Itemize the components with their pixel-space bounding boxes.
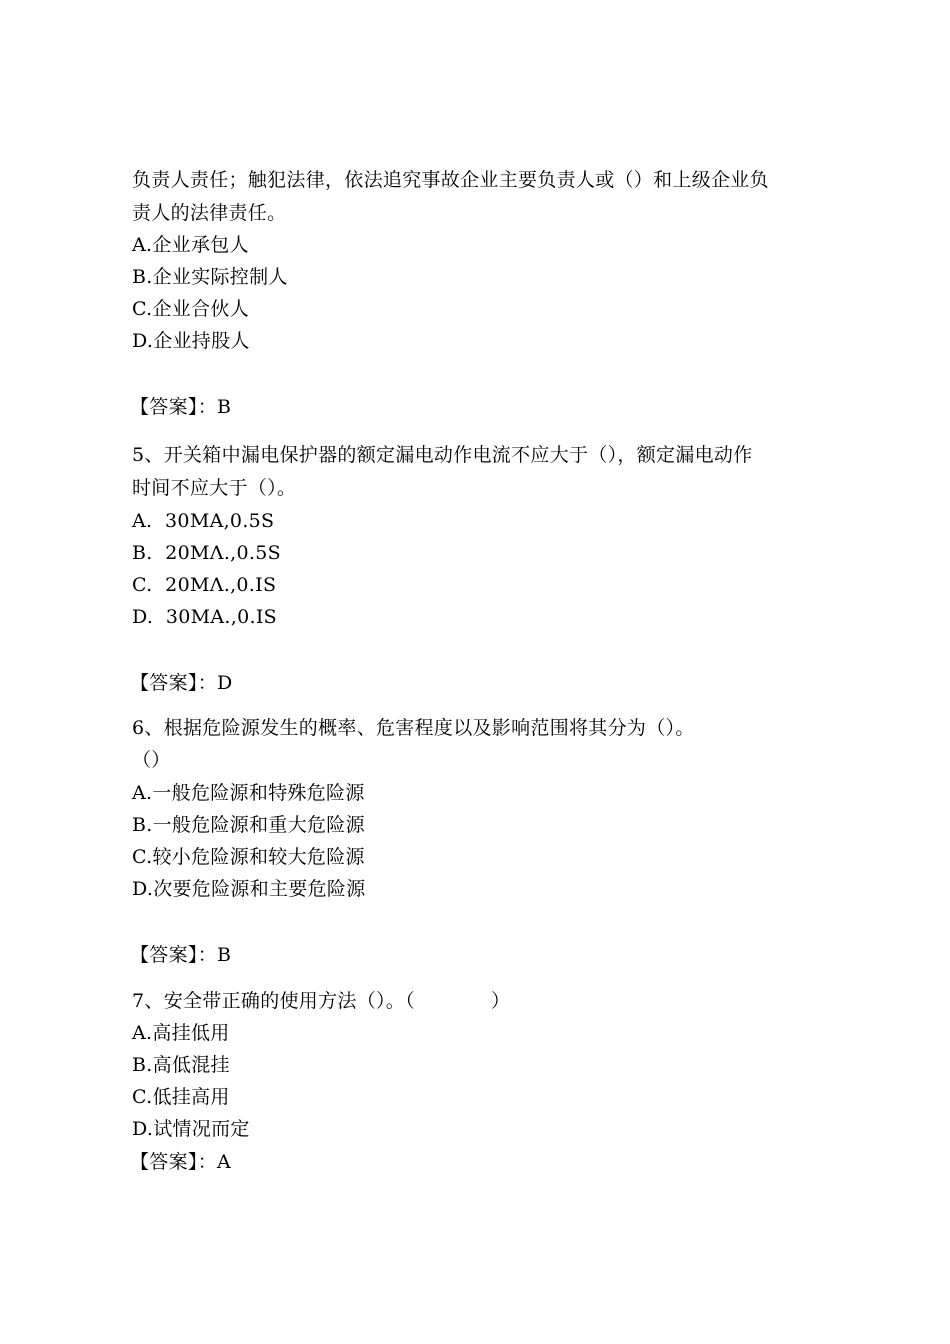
q5-option-c: C. 20MΛ.,0.IS (132, 574, 277, 596)
q5-answer: 【答案】：D (130, 672, 233, 694)
q4-answer: 【答案】：B (130, 396, 232, 418)
q7-option-b: B.高低混挂 (132, 1054, 230, 1076)
q6-stem-line1: 6、根据危险源发生的概率、危害程度以及影响范围将其分为（）。 (132, 717, 695, 739)
q4-option-b: B.企业实际控制人 (132, 266, 288, 288)
q7-stem-line1: 7、安全带正确的使用方法（）。（ ） (132, 990, 511, 1012)
q5-stem-line2: 时间不应大于（）。 (132, 477, 297, 499)
q4-option-d: D.企业持股人 (132, 330, 250, 352)
q4-stem-line1: 负责人责任；触犯法律，依法追究事故企业主要负责人或（）和上级企业负 (132, 169, 769, 191)
q5-option-d: D. 30MA.,0.IS (132, 606, 277, 628)
q6-stem-line2: （） (132, 749, 171, 771)
q4-option-c: C.企业合伙人 (132, 298, 250, 320)
q4-option-a: A.企业承包人 (132, 234, 249, 256)
q6-answer: 【答案】：B (130, 944, 232, 966)
q5-option-a: A. 30MA,0.5S (132, 510, 275, 532)
q5-option-b: B. 20MΛ.,0.5S (132, 542, 281, 564)
q6-option-a: A.一般危险源和特殊危险源 (132, 782, 365, 804)
q7-option-d: D.试情况而定 (132, 1118, 250, 1140)
q5-stem-line1: 5、开关箱中漏电保护器的额定漏电动作电流不应大于（），额定漏电动作 (132, 444, 753, 466)
q4-stem-line2: 责人的法律责任。 (132, 202, 287, 224)
q6-option-d: D.次要危险源和主要危险源 (132, 878, 366, 900)
q6-option-c: C.较小危险源和较大危险源 (132, 846, 365, 868)
q6-option-b: B.一般危险源和重大危险源 (132, 814, 365, 836)
q7-option-c: C.低挂高用 (132, 1086, 230, 1108)
q7-answer: 【答案】：A (130, 1151, 232, 1173)
q7-option-a: A.高挂低用 (132, 1022, 230, 1044)
